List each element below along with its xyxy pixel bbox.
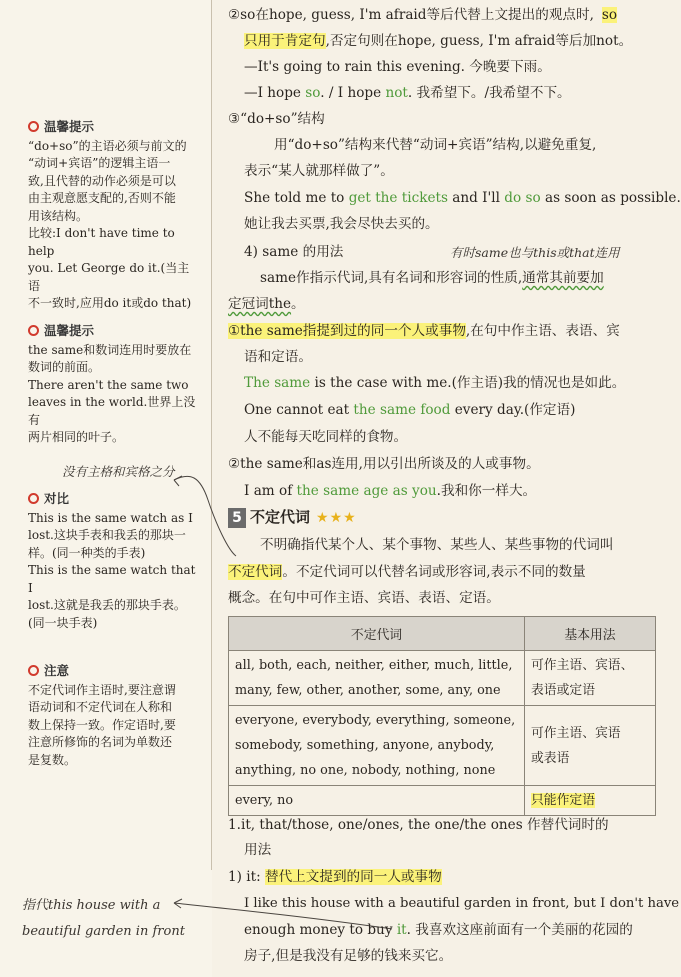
note-line: beautiful garden in front <box>22 924 185 939</box>
section-heading <box>228 504 357 531</box>
section-number: 5 <box>228 508 246 528</box>
table-cell: 可作主语、宾语、 表语或定语 <box>525 651 656 706</box>
table-row <box>229 651 656 706</box>
handwritten-note-1: 有时same也与this或that连用 <box>450 245 620 260</box>
star-rating: ★★★ <box>316 510 357 526</box>
text-line: 4) same 的用法 <box>244 244 344 260</box>
table-header-row <box>229 617 656 651</box>
text-line: 人不能每天吃同样的食物。 <box>244 429 408 445</box>
note-line: lost.这块手表和我丢的那块一 <box>28 528 186 542</box>
text-line: ②the same和as连用,用以引出所谈及的人或事物。 <box>228 456 540 472</box>
text-line: The same is the case with me.(作主语)我的情况也是如此。 <box>244 375 626 391</box>
text-line: 1) it: 替代上文提到的同一人或事物 <box>228 869 442 885</box>
text-line: 1.it, that/those, one/ones, the one/the ones 作替代词时的 <box>228 817 609 833</box>
note-line: leaves in the world.世界上没有 <box>28 395 196 427</box>
text-line: 不明确指代某个人、某个事物、某些人、某些事物的代词叫 <box>260 537 614 553</box>
table-cell: 只能作定语 <box>525 786 656 816</box>
text-line: —I hope so. / I hope not. 我希望下。/我希望不下。 <box>244 85 571 101</box>
divider <box>211 0 212 870</box>
handwritten-note-3 <box>22 893 185 945</box>
note-line: “do+so”的主语必须与前文的 <box>28 138 187 153</box>
note-line: 两片相同的叶子。 <box>28 430 125 444</box>
text-line: —It's going to rain this evening. 今晚要下雨。 <box>244 59 551 75</box>
note-line: 不一致时,应用do it或do that) <box>28 296 192 310</box>
text-line: 房子,但是我没有足够的钱来买它。 <box>244 948 453 964</box>
table-cell: all, both, each, neither, either, much, little, many, few, other, another, some, any, one <box>229 651 525 706</box>
note-line: 是复数。 <box>28 752 77 767</box>
note-heading: 对比 <box>28 490 200 508</box>
note-line: 不定代词作主语时,要注意谓 <box>28 682 176 697</box>
note-line: 数上保持一致。作定语时,要 <box>28 717 176 732</box>
side-note-tip-2 <box>28 322 200 447</box>
note-heading: 温馨提示 <box>28 322 200 340</box>
text-line: 语和定语。 <box>244 349 312 365</box>
note-line: There aren't the same two <box>28 377 189 392</box>
text-line: same作指示代词,具有名词和形容词的性质,通常其前要加 <box>260 270 604 286</box>
text-line: ②so在hope, guess, I'm afraid等后代替上文提出的观点时, so <box>228 7 618 23</box>
note-line: 注意所修饰的名词为单数还 <box>28 735 173 749</box>
table-cell: every, no <box>229 786 525 816</box>
note-line: 比较:I don't have time to help <box>28 226 175 258</box>
text-line: 用法 <box>244 842 272 858</box>
text-line: 不定代词。不定代词可以代替名词或形容词,表示不同的数量 <box>228 564 586 580</box>
note-heading: 注意 <box>28 662 200 680</box>
text-line: She told me to get the tickets and I'll do so as soon as possible. <box>244 190 681 206</box>
text-line: I am of the same age as you.我和你一样大。 <box>244 483 537 499</box>
text-line: enough money to buy it. 我喜欢这座前面有一个美丽的花园的 <box>244 922 633 938</box>
text-line: ③“do+so”结构 <box>228 111 325 127</box>
text-line: 用“do+so”结构来代替“动词+宾语”结构,以避免重复, <box>274 137 597 153</box>
text-line: 定冠词the。 <box>228 296 305 312</box>
note-line: This is the same watch that I <box>28 563 196 595</box>
note-line: 由主观意愿支配的,否则不能 <box>28 191 176 205</box>
note-line: 数词的前面。 <box>28 360 101 374</box>
note-heading: 温馨提示 <box>28 118 200 136</box>
table-row <box>229 706 656 786</box>
note-line: This is the same watch as I <box>28 510 193 525</box>
table-cell: 可作主语、宾语 或表语 <box>525 706 656 786</box>
text-line: 只用于肯定句,否定句则在hope, guess, I'm afraid等后加not。 <box>244 33 633 49</box>
note-line: (同一块手表) <box>28 615 98 630</box>
handwritten-note-2: 没有主格和宾格之分 <box>62 464 175 479</box>
text-line: 概念。在句中可作主语、宾语、表语、定语。 <box>228 590 500 606</box>
note-line: you. Let George do it.(当主语 <box>28 261 190 293</box>
section-title: 不定代词 <box>250 508 311 526</box>
note-line: the same和数词连用时要放在 <box>28 342 192 357</box>
table-row <box>229 786 656 816</box>
text-line: 她让我去买票,我会尽快去买的。 <box>244 216 439 232</box>
table-cell: everyone, everybody, everything, someone, somebody, something, anyone, anybody, anything, no one, nobody, nothing, none <box>229 706 525 786</box>
side-note-compare <box>28 490 200 632</box>
note-line: 致,且代替的动作必须是可以 <box>28 173 176 188</box>
side-note-tip-1 <box>28 118 200 313</box>
note-line: 用该结构。 <box>28 208 89 223</box>
side-note-attention <box>28 662 200 769</box>
note-line: 指代this house with a <box>22 898 161 913</box>
text-line: One cannot eat the same food every day.(作定语) <box>244 402 576 418</box>
text-line: I like this house with a beautiful garden in front, but I don't have <box>244 896 680 911</box>
note-line: “动词+宾语”的逻辑主语一 <box>28 156 171 170</box>
pronoun-table <box>228 616 656 816</box>
note-line: 样。(同一种类的手表) <box>28 545 146 560</box>
note-line: lost.这就是我丢的那块手表。 <box>28 598 186 612</box>
text-line: ①the same指提到过的同一个人或事物,在句中作主语、表语、宾 <box>228 323 620 339</box>
text-line: 表示“某人就那样做了”。 <box>244 163 394 179</box>
table-header: 不定代词 <box>229 617 525 651</box>
table-header: 基本用法 <box>525 617 656 651</box>
note-line: 语动词和不定代词在人称和 <box>28 700 173 714</box>
